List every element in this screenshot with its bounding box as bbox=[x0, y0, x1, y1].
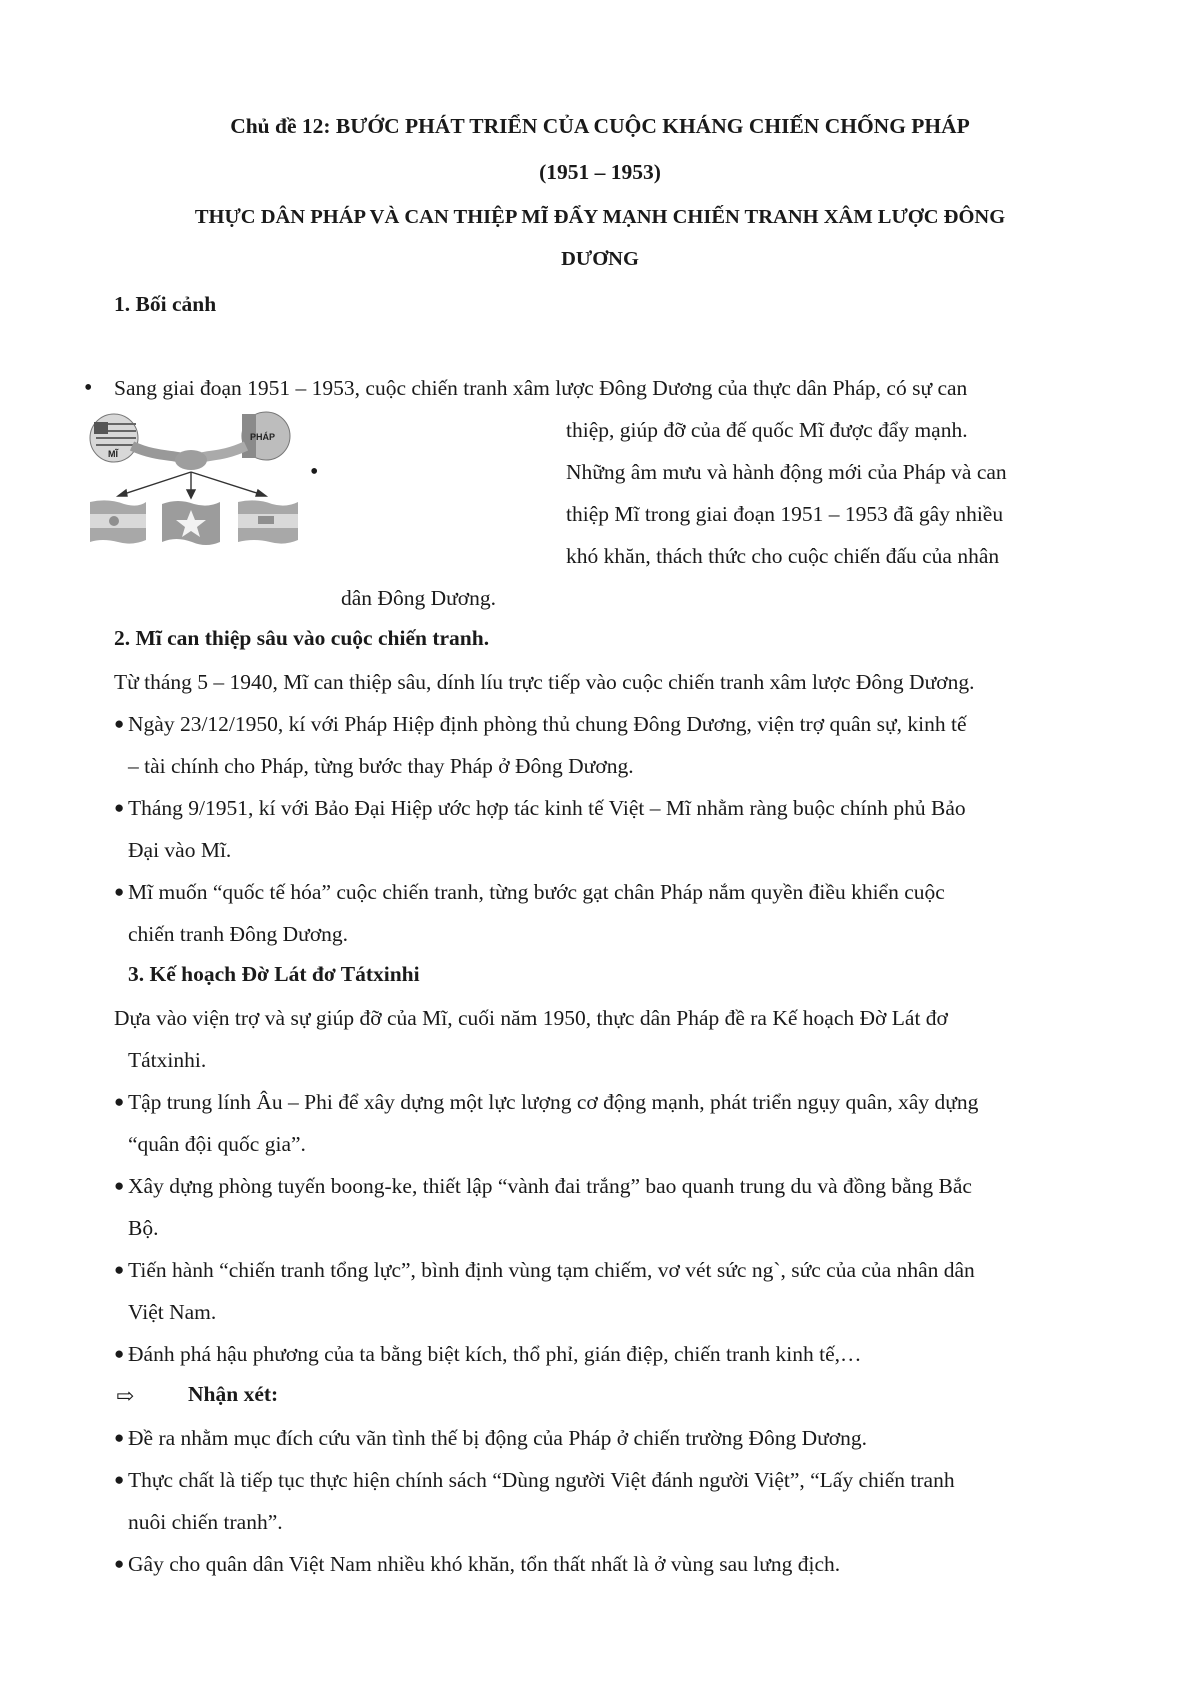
arrows bbox=[118, 472, 266, 498]
section-3-item-1-cont: “quân đội quốc gia”. bbox=[128, 1132, 306, 1156]
section-3-heading: 3. Kế hoạch Đờ Lát đơ Tátxinhi bbox=[128, 962, 420, 986]
bullet-dot: • bbox=[310, 459, 319, 485]
section-1-bullet-2-l2: thiệp Mĩ trong giai đoạn 1951 – 1953 đã gây nhiều bbox=[566, 502, 1004, 526]
france-label: PHÁP bbox=[250, 432, 276, 442]
section-3-item-3: Tiến hành “chiến tranh tổng lực”, bình định vùng tạm chiếm, vơ vét sức ng`, sức của của nhân dân bbox=[128, 1258, 975, 1282]
section-2-item-2-cont: Đại vào Mĩ. bbox=[128, 838, 232, 862]
section-1-heading: 1. Bối cảnh bbox=[114, 292, 217, 316]
section-1-bullet-1-cont: thiệp, giúp đỡ của đế quốc Mĩ được đẩy mạnh. bbox=[566, 418, 968, 442]
bullet-dot: ● bbox=[114, 1470, 125, 1489]
remark-2-cont: nuôi chiến tranh”. bbox=[128, 1510, 283, 1534]
handshake-icon bbox=[175, 450, 207, 470]
bullet-dot: ● bbox=[114, 798, 125, 817]
flag-middle-star bbox=[162, 501, 220, 545]
flag-left bbox=[90, 500, 146, 543]
section-2-heading: 2. Mĩ can thiệp sâu vào cuộc chiến tranh. bbox=[114, 626, 490, 650]
section-1-bullet-2-l3: khó khăn, thách thức cho cuộc chiến đấu của nhân bbox=[566, 544, 1000, 568]
section-3-intro-cont: Tátxinhi. bbox=[128, 1048, 207, 1072]
section-1-bullet-2-l1: Những âm mưu và hành động mới của Pháp và can bbox=[566, 460, 1007, 484]
bullet-dot: ● bbox=[114, 882, 125, 901]
section-2-item-3: Mĩ muốn “quốc tế hóa” cuộc chiến tranh, từng bước gạt chân Pháp nắm quyền điều khiển cuộc bbox=[128, 880, 945, 904]
document-title-years: (1951 – 1953) bbox=[539, 160, 661, 184]
section-3-item-2: Xây dựng phòng tuyến boong-ke, thiết lập “vành đai trắng” bao quanh trung du và đồng bằng Bắc bbox=[128, 1174, 972, 1198]
bullet-dot: ● bbox=[114, 714, 125, 733]
us-flag-circle bbox=[90, 414, 138, 462]
remark-3: Gây cho quân dân Việt Nam nhiều khó khăn, tổn thất nhất là ở vùng sau lưng địch. bbox=[128, 1552, 841, 1576]
flag-right bbox=[238, 500, 298, 543]
remark-heading: Nhận xét: bbox=[188, 1382, 279, 1406]
document-subtitle-cont: DƯƠNG bbox=[561, 248, 639, 270]
bullet-dot: • bbox=[84, 375, 93, 401]
section-3-intro: Dựa vào viện trợ và sự giúp đỡ của Mĩ, cuối năm 1950, thực dân Pháp đề ra Kế hoạch Đờ Lát đơ bbox=[114, 1006, 948, 1030]
bullet-dot: ● bbox=[114, 1554, 125, 1573]
section-1-bullet-1: Sang giai đoạn 1951 – 1953, cuộc chiến tranh xâm lược Đông Dương của thực dân Pháp, có sự can bbox=[114, 376, 968, 400]
document-title: Chủ đề 12: BƯỚC PHÁT TRIỂN CỦA CUỘC KHÁNG CHIẾN CHỐNG PHÁP bbox=[230, 114, 970, 138]
handshake-illustration bbox=[88, 410, 300, 560]
bullet-dot: ● bbox=[114, 1176, 125, 1195]
section-3-item-2-cont: Bộ. bbox=[128, 1216, 159, 1240]
remark-2: Thực chất là tiếp tục thực hiện chính sách “Dùng người Việt đánh người Việt”, “Lấy chiến tranh bbox=[128, 1468, 955, 1492]
section-1-bullet-2-l4: dân Đông Dương. bbox=[341, 586, 496, 610]
section-3-item-4: Đánh phá hậu phương của ta bằng biệt kích, thổ phỉ, gián điệp, chiến tranh kinh tế,… bbox=[128, 1342, 862, 1366]
bullet-dot: ● bbox=[114, 1428, 125, 1447]
remark-1: Đề ra nhằm mục đích cứu vãn tình thế bị động của Pháp ở chiến trường Đông Dương. bbox=[128, 1426, 867, 1450]
arrow-icon: ⇨ bbox=[116, 1384, 135, 1408]
document-subtitle: THỰC DÂN PHÁP VÀ CAN THIỆP MĨ ĐẨY MẠNH CHIẾN TRANH XÂM LƯỢC ĐÔNG bbox=[194, 206, 1006, 228]
us-label: MĨ bbox=[108, 449, 118, 459]
bullet-dot: ● bbox=[114, 1260, 125, 1279]
section-3-item-1: Tập trung lính Âu – Phi để xây dựng một lực lượng cơ động mạnh, phát triển ngụy quân, xây dựng bbox=[128, 1090, 979, 1114]
section-2-item-3-cont: chiến tranh Đông Dương. bbox=[128, 922, 349, 946]
bullet-dot: ● bbox=[114, 1092, 125, 1111]
section-2-item-1-cont: – tài chính cho Pháp, từng bước thay Pháp ở Đông Dương. bbox=[128, 754, 634, 778]
bullet-dot: ● bbox=[114, 1344, 125, 1363]
section-2-item-2: Tháng 9/1951, kí với Bảo Đại Hiệp ước hợp tác kinh tế Việt – Mĩ nhằm ràng buộc chính phủ Bảo bbox=[128, 796, 966, 820]
section-2-item-1: Ngày 23/12/1950, kí với Pháp Hiệp định phòng thủ chung Đông Dương, viện trợ quân sự, kinh tế bbox=[128, 712, 967, 736]
section-2-intro: Từ tháng 5 – 1940, Mĩ can thiệp sâu, dính líu trực tiếp vào cuộc chiến tranh xâm lược Đông Dương. bbox=[114, 670, 975, 694]
france-flag-circle bbox=[242, 412, 290, 460]
section-3-item-3-cont: Việt Nam. bbox=[128, 1300, 217, 1324]
